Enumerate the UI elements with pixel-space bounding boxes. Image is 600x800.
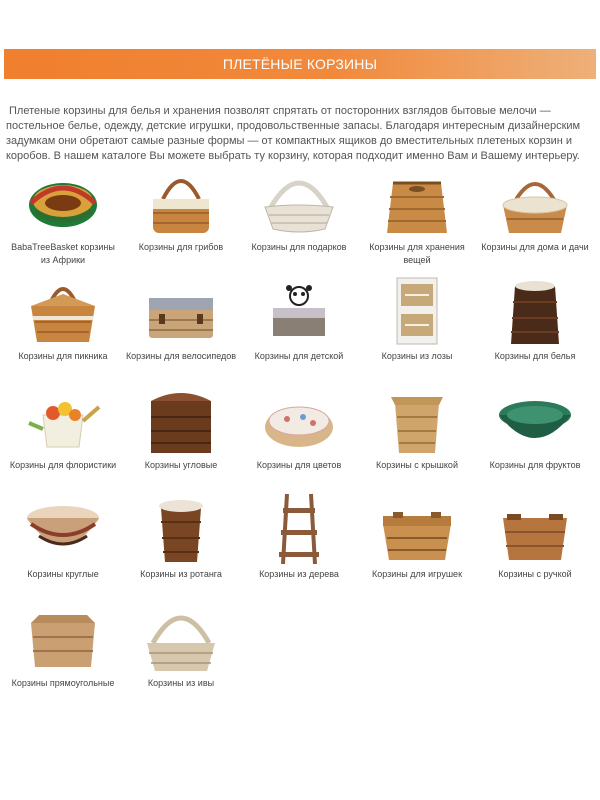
category-item[interactable] bbox=[476, 163, 594, 272]
section-header bbox=[4, 49, 596, 79]
category-label[interactable]: Корзины для грибов bbox=[138, 242, 224, 252]
category-item[interactable] bbox=[358, 490, 476, 599]
category-label[interactable]: Корзины круглые bbox=[27, 569, 99, 579]
round-bowl-basket-icon[interactable] bbox=[21, 490, 105, 566]
rattan-hamper-icon[interactable] bbox=[139, 490, 223, 566]
category-item[interactable] bbox=[4, 272, 122, 381]
willow-basket-icon[interactable] bbox=[139, 599, 223, 675]
drawer-stand-icon[interactable] bbox=[375, 272, 459, 348]
rect-basket-icon[interactable] bbox=[21, 599, 105, 675]
category-item[interactable] bbox=[4, 490, 122, 599]
category-item[interactable] bbox=[122, 599, 240, 708]
category-item[interactable] bbox=[122, 163, 240, 272]
category-item[interactable] bbox=[4, 163, 122, 272]
category-label[interactable]: Корзины для хранения вещей bbox=[369, 242, 465, 265]
corner-basket-icon[interactable] bbox=[139, 381, 223, 457]
lined-handle-basket-icon[interactable] bbox=[493, 163, 577, 239]
category-label[interactable]: Корзины с крышкой bbox=[376, 460, 458, 470]
category-item[interactable] bbox=[358, 272, 476, 381]
laundry-hamper-icon[interactable] bbox=[493, 272, 577, 348]
lidded-hamper-icon[interactable] bbox=[375, 381, 459, 457]
category-item[interactable] bbox=[476, 381, 594, 490]
category-label[interactable]: Корзины угловые bbox=[144, 460, 218, 470]
lidded-picnic-basket-icon[interactable] bbox=[139, 163, 223, 239]
white-gift-basket-icon[interactable] bbox=[257, 163, 341, 239]
category-label[interactable]: Корзины из лозы bbox=[381, 351, 453, 361]
category-label[interactable]: Корзины для детской bbox=[254, 351, 344, 361]
kids-basket-icon[interactable] bbox=[257, 272, 341, 348]
category-label[interactable]: Корзины для белья bbox=[494, 351, 576, 361]
intro-text: Плетеные корзины для белья и хранения позволят спрятать от посторонних взглядов бытовые мелочи — постельное белье, одежду, детские игрушки, продовольственные запасы. Благодаря интересным дизайнерским задумкам они обретают самые разные формы — от компактных ящиков до вместительных плетеных корзин и коробов. В нашем каталоге Вы можете выбрать ту корзину, которая подходит именно Вам и Вашему интерьеру. bbox=[6, 105, 581, 162]
category-item[interactable] bbox=[122, 490, 240, 599]
category-item[interactable] bbox=[240, 381, 358, 490]
category-item[interactable] bbox=[358, 163, 476, 272]
category-label[interactable]: BabaTreeBasket корзины из Африки bbox=[11, 242, 115, 265]
handled-tray-icon[interactable] bbox=[493, 490, 577, 566]
category-label[interactable]: Корзины прямоугольные bbox=[11, 678, 115, 688]
category-item[interactable] bbox=[122, 272, 240, 381]
flower-watering-can-icon[interactable] bbox=[21, 381, 105, 457]
category-grid bbox=[4, 163, 596, 708]
category-label[interactable]: Корзины для подарков bbox=[251, 242, 347, 252]
category-item[interactable] bbox=[358, 381, 476, 490]
picnic-basket-icon[interactable] bbox=[21, 272, 105, 348]
category-label[interactable]: Корзины для дома и дачи bbox=[481, 242, 589, 252]
category-item[interactable] bbox=[476, 272, 594, 381]
category-item[interactable] bbox=[240, 272, 358, 381]
bicycle-basket-icon[interactable] bbox=[139, 272, 223, 348]
category-label[interactable]: Корзины из дерева bbox=[259, 569, 339, 579]
category-label[interactable]: Корзины для цветов bbox=[256, 460, 342, 470]
floral-oval-basket-icon[interactable] bbox=[257, 381, 341, 457]
category-label[interactable]: Корзины для игрушек bbox=[372, 569, 462, 579]
category-label[interactable]: Корзины для фруктов bbox=[489, 460, 581, 470]
category-label[interactable]: Корзины с ручкой bbox=[498, 569, 572, 579]
category-item[interactable] bbox=[122, 381, 240, 490]
category-label[interactable]: Корзины из ротанга bbox=[140, 569, 222, 579]
page-title: ПЛЕТЁНЫЕ КОРЗИНЫ bbox=[222, 56, 378, 72]
category-item[interactable] bbox=[240, 163, 358, 272]
category-item[interactable] bbox=[476, 490, 594, 599]
storage-bin-icon[interactable] bbox=[375, 163, 459, 239]
category-label[interactable]: Корзины для пикника bbox=[18, 351, 108, 361]
wooden-shelf-icon[interactable] bbox=[257, 490, 341, 566]
category-label[interactable]: Корзины из ивы bbox=[147, 678, 215, 688]
green-fruit-bowl-icon[interactable] bbox=[493, 381, 577, 457]
category-label[interactable]: Корзины для флористики bbox=[9, 460, 117, 470]
category-item[interactable] bbox=[4, 381, 122, 490]
category-label[interactable]: Корзины для велосипедов bbox=[125, 351, 237, 361]
category-item[interactable] bbox=[240, 490, 358, 599]
african-bowl-basket-icon[interactable] bbox=[21, 163, 105, 239]
toy-basket-icon[interactable] bbox=[375, 490, 459, 566]
category-item[interactable] bbox=[4, 599, 122, 708]
